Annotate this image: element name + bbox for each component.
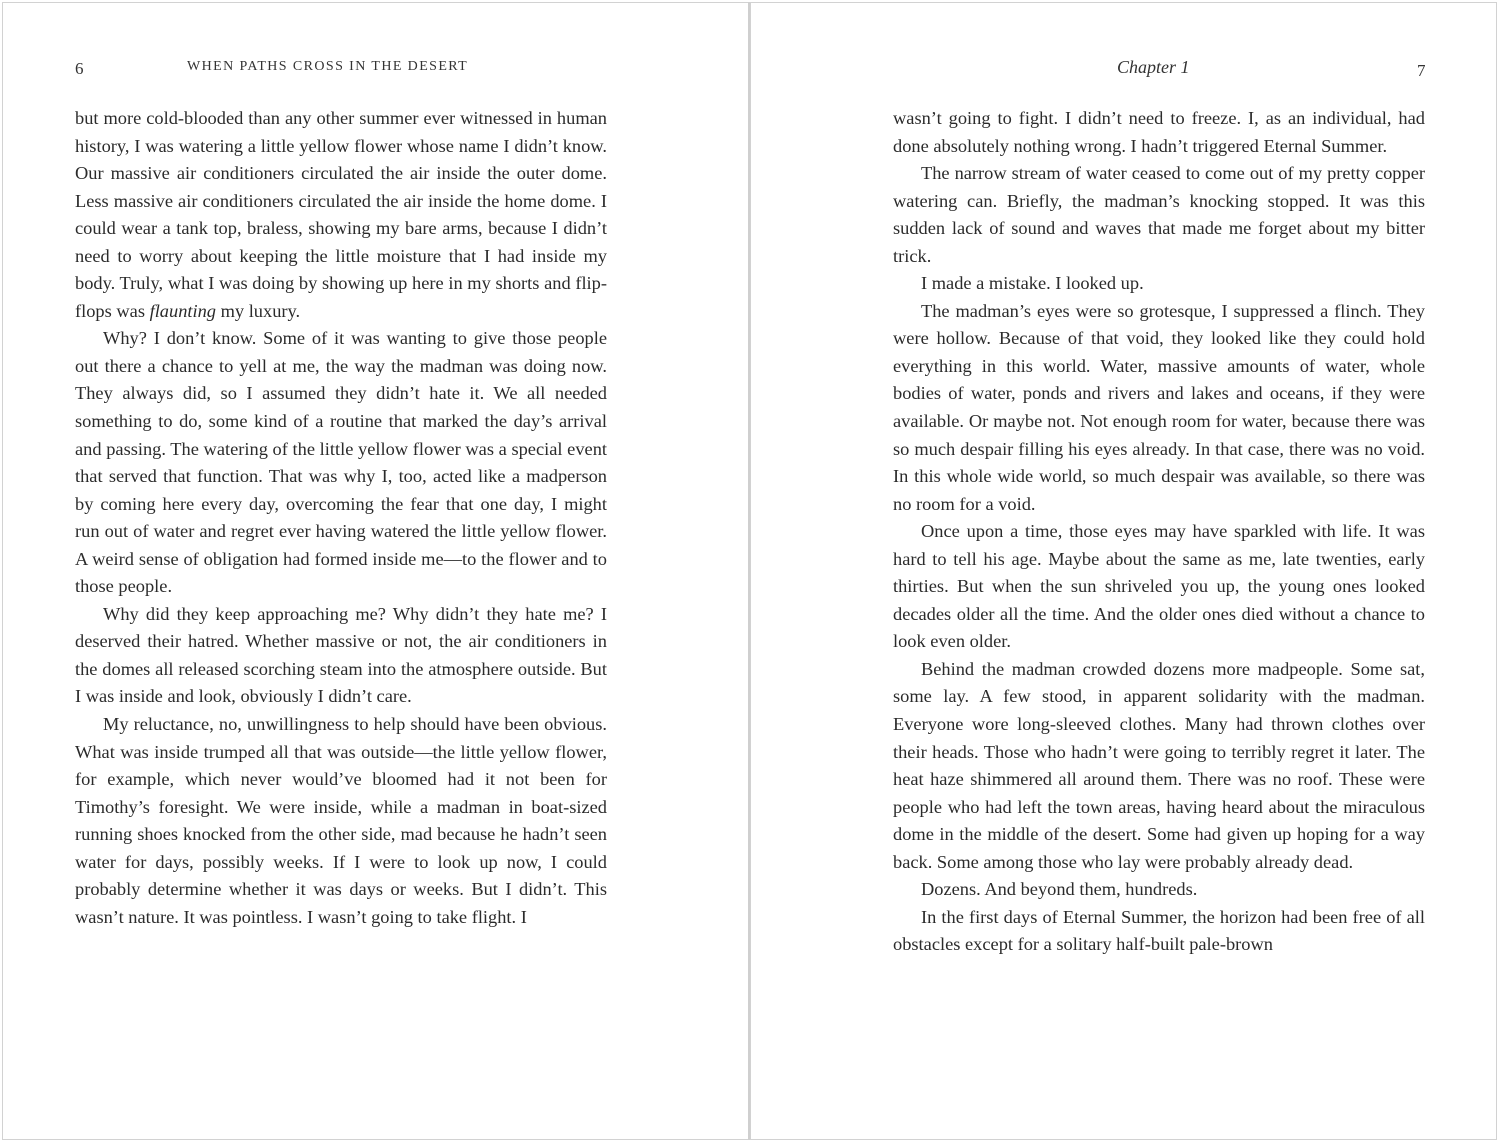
- paragraph: Behind the madman crowded dozens more madpeople. Some sat, some lay. A few stood, in apparent solidarity with the madman. Everyone wore long-sleeved clothes. Many had thrown clothes over their heads. Those who hadn’t were going to terribly regret it later. The heat haze shimmered all around them. There was no roof. These were people who had left the town areas, having heard about the miraculous dome in the middle of the desert. Some had given up hoping for a way back. Some among those who lay were probably already dead.: [893, 658, 1425, 872]
- paragraph-text: but more cold-blooded than any other summer ever witnessed in human history, I was watering a little yellow flower whose name I didn’t know. Our massive air conditioners circulated the air inside the outer dome. Less massive air conditioners circulated the air inside the home dome. I could wear a tank top, braless, showing my bare arms, because I didn’t need to worry about keeping the little moisture that I had inside my body. Truly, what I was doing by showing up here in my shorts and flip-flops was: [75, 108, 607, 321]
- emphasis-text: flaunting: [149, 300, 216, 321]
- paragraph-text: my luxury.: [216, 300, 301, 321]
- body-text: [75, 105, 607, 931]
- paragraph: Once upon a time, those eyes may have sparkled with life. It was hard to tell his age. Maybe about the same as me, late twenties, early thirties. But when the sun shriveled you up, the young ones looked decades older all the time. And the older ones died without a chance to look even older.: [893, 521, 1425, 652]
- paragraph: [75, 105, 607, 325]
- page-number: 6: [75, 59, 84, 78]
- paragraph: My reluctance, no, unwillingness to help should have been obvious. What was inside trumped all that was outside—the little yellow flower, for example, which never would’ve bloomed had it not been for Timothy’s foresight. We were inside, while a madman in boat-sized running shoes knocked from the other side, mad because he hadn’t seen water for days, possibly weeks. If I were to look up now, I could probably determine whether it was days or weeks. But I didn’t. This wasn’t nature. It was pointless. I wasn’t going to take flight. I: [75, 714, 607, 927]
- paragraph: The narrow stream of water ceased to come out of my pretty copper watering can. Briefly, the madman’s knocking stopped. It was this sudden lack of sound and waves that made me forget about my bitter trick.: [893, 163, 1425, 266]
- paragraph: Dozens. And beyond them, hundreds.: [921, 879, 1198, 900]
- right-page: [750, 2, 1497, 1140]
- paragraph: wasn’t going to fight. I didn’t need to freeze. I, as an individual, had done absolutely nothing wrong. I hadn’t triggered Eternal Summer.: [893, 108, 1425, 156]
- paragraph: Why? I don’t know. Some of it was wanting to give those people out there a chance to yell at me, the way the madman was doing now. They always did, so I assumed they didn’t hate it. We all needed something to do, some kind of a routine that marked the day’s arrival and passing. The watering of the little yellow flower was a special event that served that function. That was why I, too, acted like a madperson by coming here every day, overcoming the fear that one day, I might run out of water and regret ever having watered the little yellow flower. A weird sense of obligation had formed inside me—to the flower and to those people.: [75, 328, 607, 597]
- paragraph: In the first days of Eternal Summer, the horizon had been free of all obstacles except for a solitary half-built pale-brown: [893, 906, 1425, 955]
- paragraph: I made a mistake. I looked up.: [921, 273, 1144, 294]
- left-page: [2, 2, 749, 1140]
- page-number: 7: [1417, 61, 1426, 80]
- running-head-book-title: WHEN PATHS CROSS IN THE DESERT: [187, 59, 469, 74]
- paragraph: The madman’s eyes were so grotesque, I suppressed a flinch. They were hollow. Because of that void, they looked like they could hold everything in this world. Water, massive amounts of water, whole bodies of water, ponds and rivers and lakes and oceans, if they were available. Or maybe not. Not enough room for water, because there was so much despair filling his eyes already. In that case, there was no void. In this whole wide world, so much despair was available, so there was no room for a void.: [893, 300, 1425, 514]
- paragraph: Why did they keep approaching me? Why didn’t they hate me? I deserved their hatred. Whether massive or not, the air conditioners in the domes all released scorching steam into the atmosphere outside. But I was inside and look, obviously I didn’t care.: [75, 603, 607, 707]
- body-text: [893, 105, 1425, 959]
- running-head-chapter: Chapter 1: [1117, 57, 1190, 77]
